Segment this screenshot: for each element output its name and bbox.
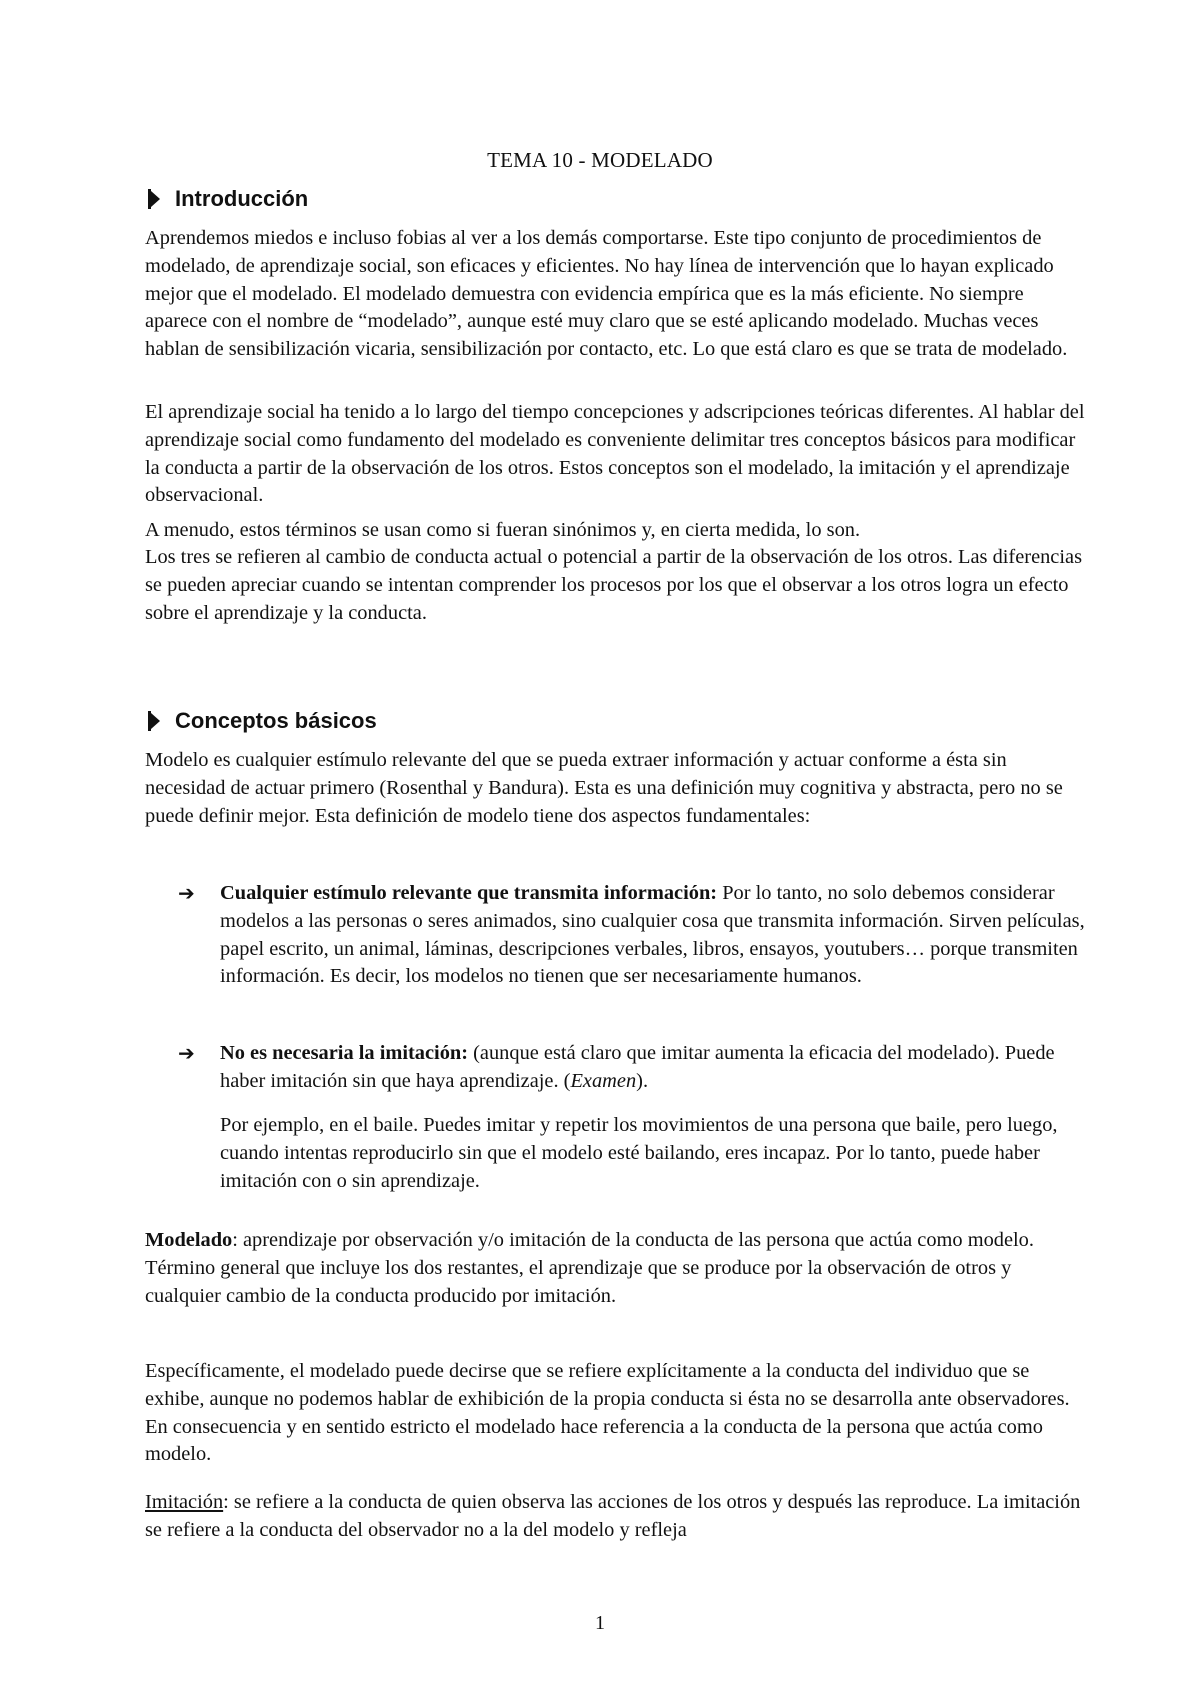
list-item-term: No es necesaria la imitación: (220, 1042, 469, 1064)
definition-term-modelado: Modelado (145, 1229, 233, 1251)
paragraph-imitacion-definition (145, 1489, 1090, 1545)
list-item-body: (aunque está claro que imitar aumenta la eficacia del modelado). Puede haber imitación sin que haya aprendizaje. ( (220, 1042, 1055, 1092)
paragraph-modelado-definition (145, 1227, 1090, 1310)
list-item-tail: ). (636, 1069, 649, 1092)
section-heading-label: Conceptos básicos (175, 708, 377, 733)
right-arrow-icon: ➔ (178, 1041, 195, 1065)
section-heading-label: Introducción (175, 186, 309, 211)
paragraph-intro-3: A menudo, estos términos se usan como si fueran sinónimos y, en cierta medida, lo son. (145, 519, 861, 541)
definition-text-modelado: : aprendizaje por observación y/o imitación de la conducta de las persona que actúa como modelo. Término general que incluye los dos restantes, el aprendizaje que se produce por la observación de otros y cualquier cambio de la conducta producido por imitación. (145, 1229, 1034, 1307)
paragraph-especificamente: Específicamente, el modelado puede decirse que se refiere explícitamente a la conducta del individuo que se exhibe, aunque no podemos hablar de exhibición de la propia conducta si ésta no se desarrolla ante observadores. En consecuencia y en sentido estricto el modelado hace referencia a la conducta de la persona que actúa como modelo. (145, 1360, 1070, 1466)
page-number: 1 (595, 1612, 605, 1634)
paragraph-intro-4: Los tres se refieren al cambio de conducta actual o potencial a partir de la observación de los otros. Las diferencias se pueden apreciar cuando se intentan comprender los procesos por los que el observar a los otros logra un efecto sobre el aprendizaje y la conducta. (145, 546, 1083, 624)
paragraph-intro-1: Aprendemos miedos e incluso fobias al ver a los demás comportarse. Este tipo conjunto de procedimientos de modelado, de aprendizaje social, son eficaces y eficientes. No hay línea de intervención que lo hayan explicado mejor que el modelado. El modelado demuestra con evidencia empírica que es la más eficiente. No siempre aparece con el nombre de “modelado”, aunque esté muy claro que se esté aplicando modelado. Muchas veces hablan de sensibilización vicaria, sensibilización por contacto, etc. Lo que está claro es que se trata de modelado. (145, 227, 1068, 361)
list-item-example: Por ejemplo, en el baile. Puedes imitar y repetir los movimientos de una persona que baile, pero luego, cuando intentas reproducirlo sin que el modelo esté bailando, eres incapaz. Por lo tanto, puede haber imitación con o sin aprendizaje. (220, 1114, 1058, 1192)
bullet-arrow-icon (145, 187, 163, 211)
bullet-arrow-icon (145, 709, 163, 733)
right-arrow-icon: ➔ (178, 881, 195, 905)
definition-text-imitacion: : se refiere a la conducta de quien observa las acciones de los otros y después las reproduce. La imitación se refiere a la conducta del observador no a la del modelo y refleja (145, 1491, 1081, 1541)
list-item-text (220, 1040, 1090, 1096)
list-item-body: Por lo tanto, no solo debemos considerar modelos a las personas o seres animados, sino cualquier cosa que transmita información. Sirven películas, papel escrito, un animal, láminas, descripciones verbales, libros, ensayos, youtubers… porque transmiten información. Es decir, los modelos no tienen que ser necesariamente humanos. (220, 882, 1085, 988)
list-item-term: Cualquier estímulo relevante que transmita información: (220, 882, 718, 904)
paragraph-modelo-definition: Modelo es cualquier estímulo relevante del que se pueda extraer información y actuar conforme a ésta sin necesidad de actuar primero (Rosenthal y Bandura). Esta es una definición muy cognitiva y abstracta, pero no se puede definir mejor. Esta definición de modelo tiene dos aspectos fundamentales: (145, 749, 1063, 827)
list-item-text (220, 880, 1090, 991)
paragraph-intro-2: El aprendizaje social ha tenido a lo largo del tiempo concepciones y adscripciones teóricas diferentes. Al hablar del aprendizaje social como fundamento del modelado es conveniente delimitar tres conceptos básicos para modificar la conducta a partir de la observación de los otros. Estos conceptos son el modelado, la imitación y el aprendizaje observacional. (145, 401, 1085, 507)
definition-term-imitacion: Imitación (145, 1491, 224, 1513)
section-heading-conceptos (145, 705, 377, 737)
section-heading-introduccion (145, 183, 308, 215)
list-item-emphasis: Examen (570, 1069, 637, 1092)
document-title: TEMA 10 - MODELADO (487, 148, 713, 172)
